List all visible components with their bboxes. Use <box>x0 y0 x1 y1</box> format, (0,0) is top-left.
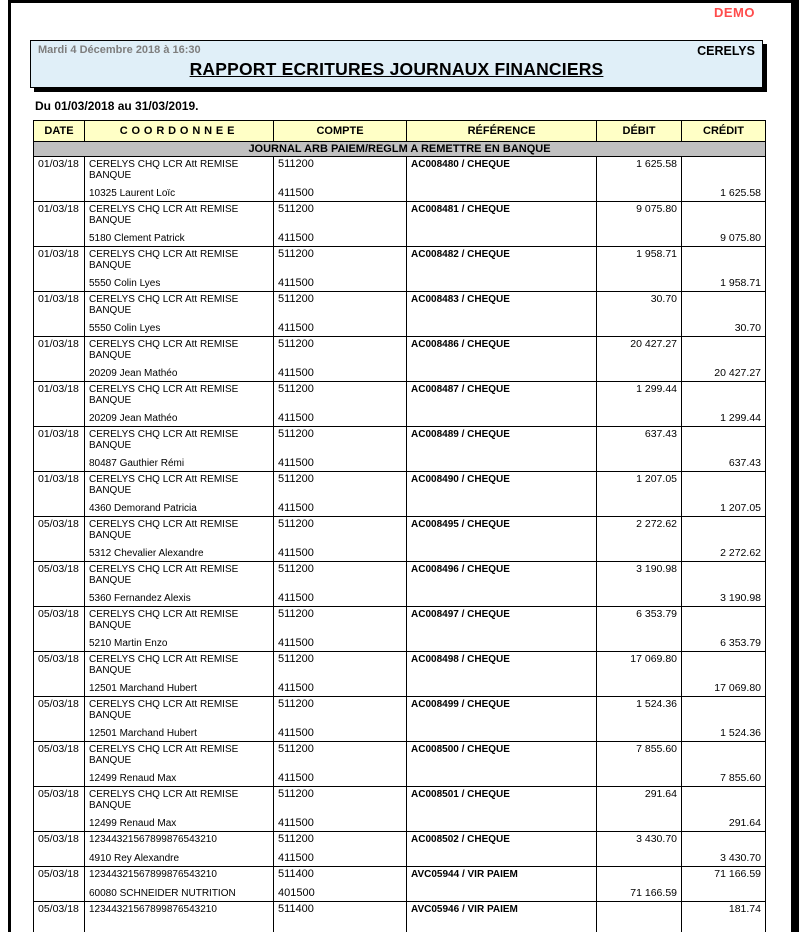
entry-account-bottom: 411500 <box>278 502 314 514</box>
entry-debit-cell <box>597 742 682 786</box>
entry-coordonnee-cell <box>85 652 274 696</box>
entry-coordonnee: CERELYS CHQ LCR Att REMISE BANQUE <box>89 474 239 496</box>
entry-coordonnee: CERELYS CHQ LCR Att REMISE BANQUE <box>89 789 239 811</box>
entry-credit-cell <box>682 202 765 246</box>
entry-credit-bottom: 637.43 <box>728 457 761 469</box>
entry-coordonnee: CERELYS CHQ LCR Att REMISE BANQUE <box>89 204 239 226</box>
company-name: CERELYS <box>697 44 755 58</box>
entry-account-bottom: 411500 <box>278 187 314 199</box>
entry-compte-cell <box>274 652 407 696</box>
entry-compte-cell <box>274 697 407 741</box>
entry-coordonnee-cell <box>85 337 274 381</box>
entry-debit-top: 291.64 <box>644 788 677 800</box>
entry-credit-cell <box>682 382 765 426</box>
entry-date-cell <box>34 832 85 866</box>
entry-reference: AC008490 / CHEQUE <box>411 474 510 485</box>
column-header-compte: COMPTE <box>274 121 407 142</box>
journal-entries <box>34 157 765 932</box>
entry-debit-cell <box>597 867 682 901</box>
entry-account-bottom: 411500 <box>278 322 314 334</box>
entry-reference: AC008486 / CHEQUE <box>411 339 510 350</box>
entry-coordonnee-cell <box>85 247 274 291</box>
entry-party: 5180 Clement Patrick <box>89 233 185 244</box>
entry-party: 60080 SCHNEIDER NUTRITION <box>89 888 236 899</box>
entry-coordonnee-cell <box>85 157 274 201</box>
entry-date: 01/03/18 <box>38 428 79 440</box>
entry-account-top: 511400 <box>278 868 314 880</box>
entry-compte-cell <box>274 157 407 201</box>
journal-entry-row <box>34 382 765 427</box>
entry-party: 5550 Colin Lyes <box>89 323 161 334</box>
entry-debit-top: 637.43 <box>644 428 677 440</box>
column-header-reference: RÉFÉRENCE <box>407 121 597 142</box>
journal-entry-row <box>34 787 765 832</box>
entry-compte-cell <box>274 832 407 866</box>
entry-debit-top: 30.70 <box>650 293 677 305</box>
entry-credit-bottom: 1 299.44 <box>720 412 761 424</box>
entry-account-top: 511200 <box>278 698 314 710</box>
entry-debit-top: 20 427.27 <box>630 338 677 350</box>
entry-reference-cell <box>407 562 597 606</box>
entry-debit-top: 17 069.80 <box>630 653 677 665</box>
entry-date: 05/03/18 <box>38 563 79 575</box>
entry-coordonnee-cell <box>85 832 274 866</box>
entry-date: 05/03/18 <box>38 518 79 530</box>
entry-debit-cell <box>597 427 682 471</box>
entry-credit-bottom: 7 855.60 <box>720 772 761 784</box>
entry-reference: AC008487 / CHEQUE <box>411 384 510 395</box>
entry-coordonnee-cell <box>85 902 274 932</box>
entry-compte-cell <box>274 292 407 336</box>
entry-account-bottom: 411500 <box>278 772 314 784</box>
entry-debit-bottom: 71 166.59 <box>630 887 677 899</box>
entry-reference-cell <box>407 292 597 336</box>
entry-credit-cell <box>682 427 765 471</box>
entry-credit-top: 71 166.59 <box>714 868 761 880</box>
entry-credit-bottom: 17 069.80 <box>714 682 761 694</box>
entry-account-bottom: 411500 <box>278 817 314 829</box>
entry-date-cell <box>34 202 85 246</box>
entry-coordonnee-cell <box>85 472 274 516</box>
entry-debit-cell <box>597 517 682 561</box>
entry-credit-cell <box>682 292 765 336</box>
entry-reference-cell <box>407 472 597 516</box>
entry-account-bottom: 411500 <box>278 852 314 864</box>
entry-party: 5210 Martin Enzo <box>89 638 168 649</box>
entry-debit-cell <box>597 652 682 696</box>
entry-account-bottom: 411500 <box>278 682 314 694</box>
entry-date-cell <box>34 517 85 561</box>
entry-credit-cell <box>682 787 765 831</box>
column-header-date: DATE <box>34 121 85 142</box>
entry-date-cell <box>34 742 85 786</box>
period-label: Du 01/03/2018 au 31/03/2019. <box>35 99 199 113</box>
entry-reference-cell <box>407 337 597 381</box>
entry-reference: AC008500 / CHEQUE <box>411 744 510 755</box>
entry-credit-bottom: 6 353.79 <box>720 637 761 649</box>
entry-party: 4360 Demorand Patricia <box>89 503 197 514</box>
entry-date-cell <box>34 652 85 696</box>
entry-date-cell <box>34 382 85 426</box>
entry-compte-cell <box>274 902 407 932</box>
entry-reference: AC008483 / CHEQUE <box>411 294 510 305</box>
entry-account-bottom: 411500 <box>278 727 314 739</box>
entry-account-bottom: 401500 <box>278 887 315 899</box>
entry-credit-bottom: 1 625.58 <box>720 187 761 199</box>
entry-date-cell <box>34 902 85 932</box>
entry-reference: AVC05944 / VIR PAIEM <box>411 869 518 880</box>
entry-party: 10325 Laurent Loïc <box>89 188 176 199</box>
entry-date: 01/03/18 <box>38 473 79 485</box>
entry-debit-top: 1 299.44 <box>636 383 677 395</box>
report-datetime: Mardi 4 Décembre 2018 à 16:30 <box>38 44 201 56</box>
column-header-coordonnee: COORDONNEE <box>85 121 274 142</box>
entry-debit-top: 1 207.05 <box>636 473 677 485</box>
entry-reference-cell <box>407 742 597 786</box>
entry-compte-cell <box>274 472 407 516</box>
entry-party: 12499 Renaud Max <box>89 818 177 829</box>
report-header-row <box>38 44 755 58</box>
entry-coordonnee: CERELYS CHQ LCR Att REMISE BANQUE <box>89 654 239 676</box>
journal-entry-row <box>34 832 765 867</box>
entry-date-cell <box>34 292 85 336</box>
entry-reference: AC008482 / CHEQUE <box>411 249 510 260</box>
entry-compte-cell <box>274 247 407 291</box>
entry-credit-cell <box>682 247 765 291</box>
journal-entry-row <box>34 652 765 697</box>
entry-coordonnee-cell <box>85 562 274 606</box>
journal-entry-row <box>34 427 765 472</box>
entry-coordonnee-cell <box>85 202 274 246</box>
entry-credit-bottom: 291.64 <box>728 817 761 829</box>
entry-credit-cell <box>682 902 765 932</box>
entry-reference: AC008495 / CHEQUE <box>411 519 510 530</box>
entry-reference: AVC05946 / VIR PAIEM <box>411 904 518 915</box>
entry-debit-cell <box>597 472 682 516</box>
entry-date-cell <box>34 697 85 741</box>
entry-party: 5312 Chevalier Alexandre <box>89 548 204 559</box>
entry-account-top: 511200 <box>278 248 314 260</box>
report-header-box <box>30 40 763 88</box>
journal-table <box>33 120 766 932</box>
entry-reference: AC008501 / CHEQUE <box>411 789 510 800</box>
entry-date: 01/03/18 <box>38 203 79 215</box>
entry-credit-bottom: 1 207.05 <box>720 502 761 514</box>
entry-coordonnee: CERELYS CHQ LCR Att REMISE BANQUE <box>89 294 239 316</box>
entry-account-top: 511200 <box>278 563 314 575</box>
entry-coordonnee: CERELYS CHQ LCR Att REMISE BANQUE <box>89 699 239 721</box>
journal-entry-row <box>34 247 765 292</box>
entry-account-top: 511200 <box>278 338 314 350</box>
entry-date-cell <box>34 337 85 381</box>
entry-reference: AC008489 / CHEQUE <box>411 429 510 440</box>
entry-debit-cell <box>597 902 682 932</box>
entry-date-cell <box>34 562 85 606</box>
entry-account-top: 511200 <box>278 158 314 170</box>
column-header-credit: CRÉDIT <box>682 121 765 142</box>
entry-coordonnee-cell <box>85 427 274 471</box>
entry-debit-top: 3 190.98 <box>636 563 677 575</box>
entry-account-top: 511200 <box>278 743 314 755</box>
entry-credit-cell <box>682 742 765 786</box>
entry-coordonnee: 12344321567899876543210 <box>89 869 217 880</box>
journal-entry-row <box>34 867 765 902</box>
entry-debit-cell <box>597 562 682 606</box>
entry-date: 05/03/18 <box>38 608 79 620</box>
entry-coordonnee-cell <box>85 292 274 336</box>
entry-compte-cell <box>274 867 407 901</box>
entry-account-bottom: 411500 <box>278 232 314 244</box>
journal-entry-row <box>34 562 765 607</box>
entry-account-bottom: 411500 <box>278 367 314 379</box>
entry-reference-cell <box>407 427 597 471</box>
entry-reference: AC008481 / CHEQUE <box>411 204 510 215</box>
entry-date-cell <box>34 427 85 471</box>
entry-coordonnee: 12344321567899876543210 <box>89 834 217 845</box>
entry-date-cell <box>34 472 85 516</box>
entry-date: 05/03/18 <box>38 653 79 665</box>
entry-reference-cell <box>407 652 597 696</box>
demo-watermark: DEMO <box>714 5 755 20</box>
report-title: RAPPORT ECRITURES JOURNAUX FINANCIERS <box>189 59 604 79</box>
entry-coordonnee: CERELYS CHQ LCR Att REMISE BANQUE <box>89 609 239 631</box>
journal-entry-row <box>34 157 765 202</box>
entry-date: 05/03/18 <box>38 903 79 915</box>
entry-party: 5360 Fernandez Alexis <box>89 593 191 604</box>
entry-credit-cell <box>682 562 765 606</box>
entry-debit-top: 1 524.36 <box>636 698 677 710</box>
entry-coordonnee: CERELYS CHQ LCR Att REMISE BANQUE <box>89 384 239 406</box>
entry-account-top: 511400 <box>278 903 314 915</box>
entry-date: 05/03/18 <box>38 698 79 710</box>
entry-party: 4910 Rey Alexandre <box>89 853 180 864</box>
entry-reference: AC008498 / CHEQUE <box>411 654 510 665</box>
entry-credit-bottom: 1 958.71 <box>720 277 761 289</box>
entry-reference-cell <box>407 517 597 561</box>
entry-reference-cell <box>407 902 597 932</box>
entry-account-top: 511200 <box>278 383 314 395</box>
entry-debit-cell <box>597 157 682 201</box>
entry-debit-cell <box>597 607 682 651</box>
entry-debit-top: 1 958.71 <box>636 248 677 260</box>
entry-party: 5550 Colin Lyes <box>89 278 161 289</box>
entry-credit-bottom: 9 075.80 <box>720 232 761 244</box>
entry-party: 12499 Renaud Max <box>89 773 177 784</box>
entry-account-bottom: 411500 <box>278 592 314 604</box>
entry-debit-cell <box>597 202 682 246</box>
entry-account-bottom: 411500 <box>278 457 314 469</box>
entry-coordonnee-cell <box>85 517 274 561</box>
entry-party: 12501 Marchand Hubert <box>89 683 197 694</box>
entry-coordonnee-cell <box>85 607 274 651</box>
entry-reference-cell <box>407 832 597 866</box>
entry-coordonnee-cell <box>85 382 274 426</box>
entry-debit-cell <box>597 832 682 866</box>
journal-entry-row <box>34 472 765 517</box>
entry-account-bottom: 411500 <box>278 637 314 649</box>
journal-entry-row <box>34 337 765 382</box>
entry-coordonnee: CERELYS CHQ LCR Att REMISE BANQUE <box>89 339 239 361</box>
column-header-debit: DÉBIT <box>597 121 682 142</box>
entry-debit-cell <box>597 382 682 426</box>
entry-credit-bottom: 3 190.98 <box>720 592 761 604</box>
entry-coordonnee: CERELYS CHQ LCR Att REMISE BANQUE <box>89 564 239 586</box>
entry-account-top: 511200 <box>278 203 314 215</box>
entry-party: 20209 Jean Mathéo <box>89 413 178 424</box>
entry-reference-cell <box>407 867 597 901</box>
entry-compte-cell <box>274 607 407 651</box>
entry-date-cell <box>34 247 85 291</box>
journal-entry-row <box>34 292 765 337</box>
entry-credit-cell <box>682 697 765 741</box>
entry-reference: AC008497 / CHEQUE <box>411 609 510 620</box>
entry-debit-cell <box>597 787 682 831</box>
entry-party: 80487 Gauthier Rémi <box>89 458 185 469</box>
entry-credit-bottom: 30.70 <box>734 322 761 334</box>
journal-entry-row <box>34 607 765 652</box>
entry-account-bottom: 411500 <box>278 412 314 424</box>
entry-coordonnee: 12344321567899876543210 <box>89 904 217 915</box>
entry-credit-cell <box>682 867 765 901</box>
journal-entry-row <box>34 202 765 247</box>
entry-compte-cell <box>274 427 407 471</box>
entry-credit-cell <box>682 607 765 651</box>
entry-account-bottom: 411500 <box>278 277 314 289</box>
entry-coordonnee-cell <box>85 867 274 901</box>
entry-party: 12501 Marchand Hubert <box>89 728 197 739</box>
table-header-row <box>34 121 765 142</box>
entry-reference-cell <box>407 607 597 651</box>
entry-reference-cell <box>407 247 597 291</box>
entry-date-cell <box>34 867 85 901</box>
entry-date-cell <box>34 787 85 831</box>
entry-reference-cell <box>407 697 597 741</box>
entry-compte-cell <box>274 337 407 381</box>
entry-credit-cell <box>682 157 765 201</box>
entry-reference: AC008480 / CHEQUE <box>411 159 510 170</box>
entry-reference-cell <box>407 202 597 246</box>
entry-account-top: 511200 <box>278 608 314 620</box>
entry-credit-top: 181.74 <box>728 903 761 915</box>
entry-date: 05/03/18 <box>38 868 79 880</box>
entry-debit-top: 9 075.80 <box>636 203 677 215</box>
entry-coordonnee: CERELYS CHQ LCR Att REMISE BANQUE <box>89 159 239 181</box>
entry-credit-bottom: 1 524.36 <box>720 727 761 739</box>
entry-debit-top: 1 625.58 <box>636 158 677 170</box>
entry-account-top: 511200 <box>278 518 314 530</box>
entry-date: 01/03/18 <box>38 158 79 170</box>
entry-account-top: 511200 <box>278 788 314 800</box>
entry-debit-top: 6 353.79 <box>636 608 677 620</box>
entry-account-top: 511200 <box>278 428 314 440</box>
entry-date: 01/03/18 <box>38 248 79 260</box>
entry-compte-cell <box>274 742 407 786</box>
entry-credit-bottom: 3 430.70 <box>720 852 761 864</box>
journal-banner: JOURNAL ARB PAIEM/REGLM A REMETTRE EN BANQUE <box>34 142 765 157</box>
entry-reference: AC008499 / CHEQUE <box>411 699 510 710</box>
entry-coordonnee-cell <box>85 742 274 786</box>
entry-debit-top: 3 430.70 <box>636 833 677 845</box>
entry-reference-cell <box>407 382 597 426</box>
entry-coordonnee: CERELYS CHQ LCR Att REMISE BANQUE <box>89 519 239 541</box>
entry-coordonnee-cell <box>85 787 274 831</box>
entry-debit-top: 7 855.60 <box>636 743 677 755</box>
entry-credit-cell <box>682 517 765 561</box>
entry-coordonnee-cell <box>85 697 274 741</box>
entry-date: 01/03/18 <box>38 383 79 395</box>
entry-account-top: 511200 <box>278 473 314 485</box>
entry-date: 01/03/18 <box>38 293 79 305</box>
entry-compte-cell <box>274 562 407 606</box>
entry-credit-cell <box>682 337 765 381</box>
entry-account-top: 511200 <box>278 833 314 845</box>
entry-compte-cell <box>274 202 407 246</box>
entry-coordonnee: CERELYS CHQ LCR Att REMISE BANQUE <box>89 744 239 766</box>
entry-compte-cell <box>274 787 407 831</box>
entry-date: 05/03/18 <box>38 788 79 800</box>
entry-date: 05/03/18 <box>38 743 79 755</box>
entry-date-cell <box>34 157 85 201</box>
entry-debit-top: 2 272.62 <box>636 518 677 530</box>
entry-reference-cell <box>407 157 597 201</box>
entry-debit-cell <box>597 292 682 336</box>
entry-date: 05/03/18 <box>38 833 79 845</box>
entry-compte-cell <box>274 382 407 426</box>
entry-reference-cell <box>407 787 597 831</box>
entry-account-bottom: 411500 <box>278 547 314 559</box>
entry-date: 01/03/18 <box>38 338 79 350</box>
report-page <box>8 0 799 932</box>
entry-debit-cell <box>597 337 682 381</box>
entry-reference: AC008496 / CHEQUE <box>411 564 510 575</box>
entry-credit-cell <box>682 472 765 516</box>
entry-credit-bottom: 2 272.62 <box>720 547 761 559</box>
entry-account-top: 511200 <box>278 293 314 305</box>
journal-entry-row <box>34 742 765 787</box>
entry-account-top: 511200 <box>278 653 314 665</box>
entry-debit-cell <box>597 697 682 741</box>
entry-debit-cell <box>597 247 682 291</box>
entry-credit-bottom: 20 427.27 <box>714 367 761 379</box>
entry-compte-cell <box>274 517 407 561</box>
entry-reference: AC008502 / CHEQUE <box>411 834 510 845</box>
entry-credit-cell <box>682 652 765 696</box>
journal-entry-row <box>34 902 765 932</box>
entry-credit-cell <box>682 832 765 866</box>
journal-entry-row <box>34 697 765 742</box>
entry-party: 20209 Jean Mathéo <box>89 368 178 379</box>
entry-coordonnee: CERELYS CHQ LCR Att REMISE BANQUE <box>89 429 239 451</box>
journal-entry-row <box>34 517 765 562</box>
entry-date-cell <box>34 607 85 651</box>
entry-coordonnee: CERELYS CHQ LCR Att REMISE BANQUE <box>89 249 239 271</box>
